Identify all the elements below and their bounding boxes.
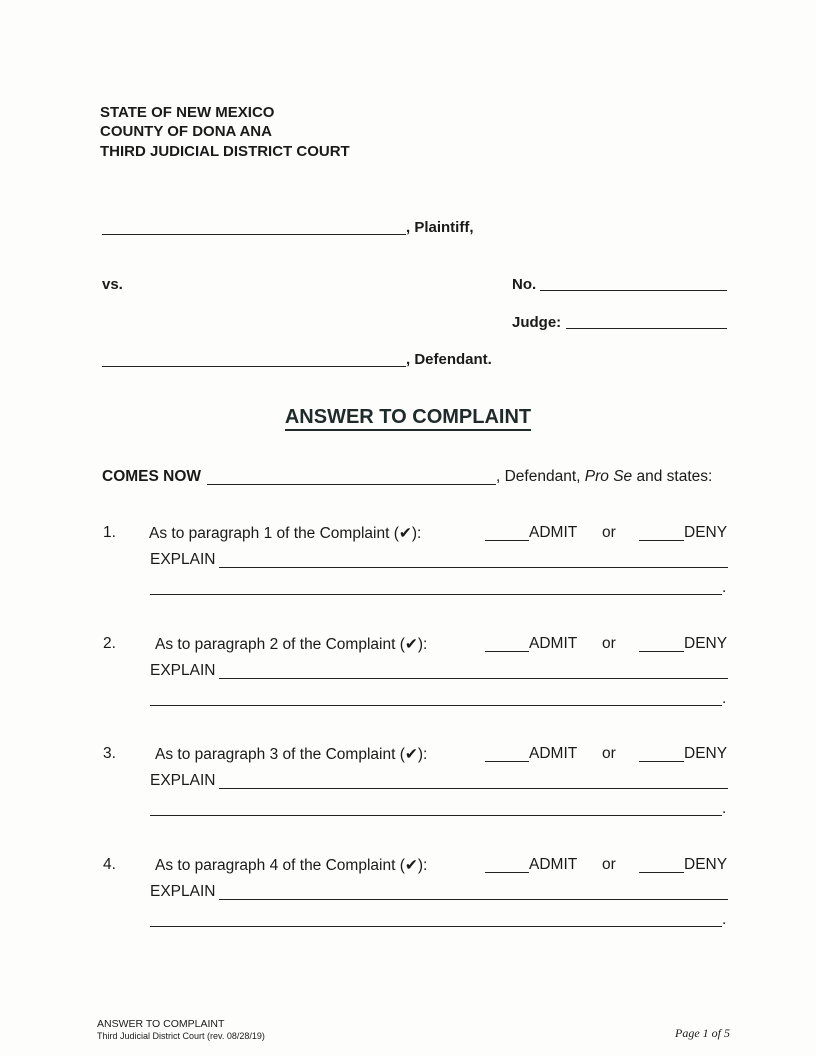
intro-statement bbox=[496, 468, 712, 486]
court-heading: THIRD JUDICIAL DISTRICT COURT bbox=[100, 143, 350, 160]
explain-line-1-field[interactable] bbox=[219, 567, 728, 568]
explain-label: EXPLAIN bbox=[150, 883, 216, 900]
deny-blank-field[interactable] bbox=[639, 540, 684, 541]
document-title-text: ANSWER TO COMPLAINT bbox=[285, 406, 531, 431]
explain-line-2-field[interactable] bbox=[150, 815, 722, 816]
admit-label: ADMIT bbox=[529, 745, 578, 762]
comes-now-name-field[interactable] bbox=[207, 484, 496, 485]
item-question: As to paragraph 1 of the Complaint (✔): bbox=[149, 525, 422, 542]
explain-period: . bbox=[722, 800, 727, 817]
explain-line-2-field[interactable] bbox=[150, 705, 722, 706]
case-number-field[interactable] bbox=[540, 290, 727, 291]
page-number: Page 1 of 5 bbox=[675, 1026, 730, 1040]
item-question: As to paragraph 3 of the Complaint (✔): bbox=[155, 746, 428, 763]
intro-states: and states: bbox=[636, 468, 713, 485]
admit-blank-field[interactable] bbox=[485, 872, 529, 873]
deny-label: DENY bbox=[684, 745, 728, 762]
state-heading: STATE OF NEW MEXICO bbox=[100, 104, 275, 121]
or-label: or bbox=[602, 856, 616, 873]
plaintiff-name-field[interactable] bbox=[102, 234, 406, 235]
explain-period: . bbox=[722, 911, 727, 928]
item-question: As to paragraph 4 of the Complaint (✔): bbox=[155, 857, 428, 874]
item-question: As to paragraph 2 of the Complaint (✔): bbox=[155, 636, 428, 653]
judge-label: Judge: bbox=[512, 314, 562, 331]
plaintiff-label: , Plaintiff, bbox=[406, 219, 474, 236]
vs-label: vs. bbox=[102, 276, 123, 293]
item-number: 2. bbox=[103, 635, 116, 652]
admit-label: ADMIT bbox=[529, 524, 578, 541]
deny-label: DENY bbox=[684, 856, 728, 873]
admit-blank-field[interactable] bbox=[485, 761, 529, 762]
deny-blank-field[interactable] bbox=[639, 761, 684, 762]
footer-form-info bbox=[97, 1018, 265, 1042]
admit-blank-field[interactable] bbox=[485, 540, 529, 541]
explain-line-1-field[interactable] bbox=[219, 678, 728, 679]
explain-period: . bbox=[722, 579, 727, 596]
deny-blank-field[interactable] bbox=[639, 651, 684, 652]
intro-pro-se: Pro Se bbox=[584, 468, 633, 485]
explain-period: . bbox=[722, 690, 727, 707]
footer-form-title: ANSWER TO COMPLAINT bbox=[97, 1018, 225, 1030]
case-number-label: No. bbox=[512, 276, 537, 293]
defendant-name-field[interactable] bbox=[102, 366, 406, 367]
county-heading: COUNTY OF DONA ANA bbox=[100, 123, 272, 140]
item-number: 4. bbox=[103, 856, 116, 873]
item-number: 3. bbox=[103, 745, 116, 762]
explain-label: EXPLAIN bbox=[150, 662, 216, 679]
explain-line-1-field[interactable] bbox=[219, 788, 728, 789]
footer-form-revision: Third Judicial District Court (rev. 08/28/19) bbox=[97, 1031, 265, 1041]
comes-now-label: COMES NOW bbox=[102, 468, 202, 485]
or-label: or bbox=[602, 524, 616, 541]
defendant-label: , Defendant. bbox=[406, 351, 492, 368]
admit-label: ADMIT bbox=[529, 635, 578, 652]
explain-label: EXPLAIN bbox=[150, 551, 216, 568]
item-number: 1. bbox=[103, 524, 116, 541]
admit-blank-field[interactable] bbox=[485, 651, 529, 652]
explain-label: EXPLAIN bbox=[150, 772, 216, 789]
deny-label: DENY bbox=[684, 524, 728, 541]
judge-name-field[interactable] bbox=[566, 328, 727, 329]
explain-line-1-field[interactable] bbox=[219, 899, 728, 900]
document-title bbox=[0, 406, 816, 429]
or-label: or bbox=[602, 745, 616, 762]
admit-label: ADMIT bbox=[529, 856, 578, 873]
deny-label: DENY bbox=[684, 635, 728, 652]
explain-line-2-field[interactable] bbox=[150, 594, 722, 595]
explain-line-2-field[interactable] bbox=[150, 926, 722, 927]
or-label: or bbox=[602, 635, 616, 652]
deny-blank-field[interactable] bbox=[639, 872, 684, 873]
intro-defendant: , Defendant, bbox=[496, 468, 581, 485]
